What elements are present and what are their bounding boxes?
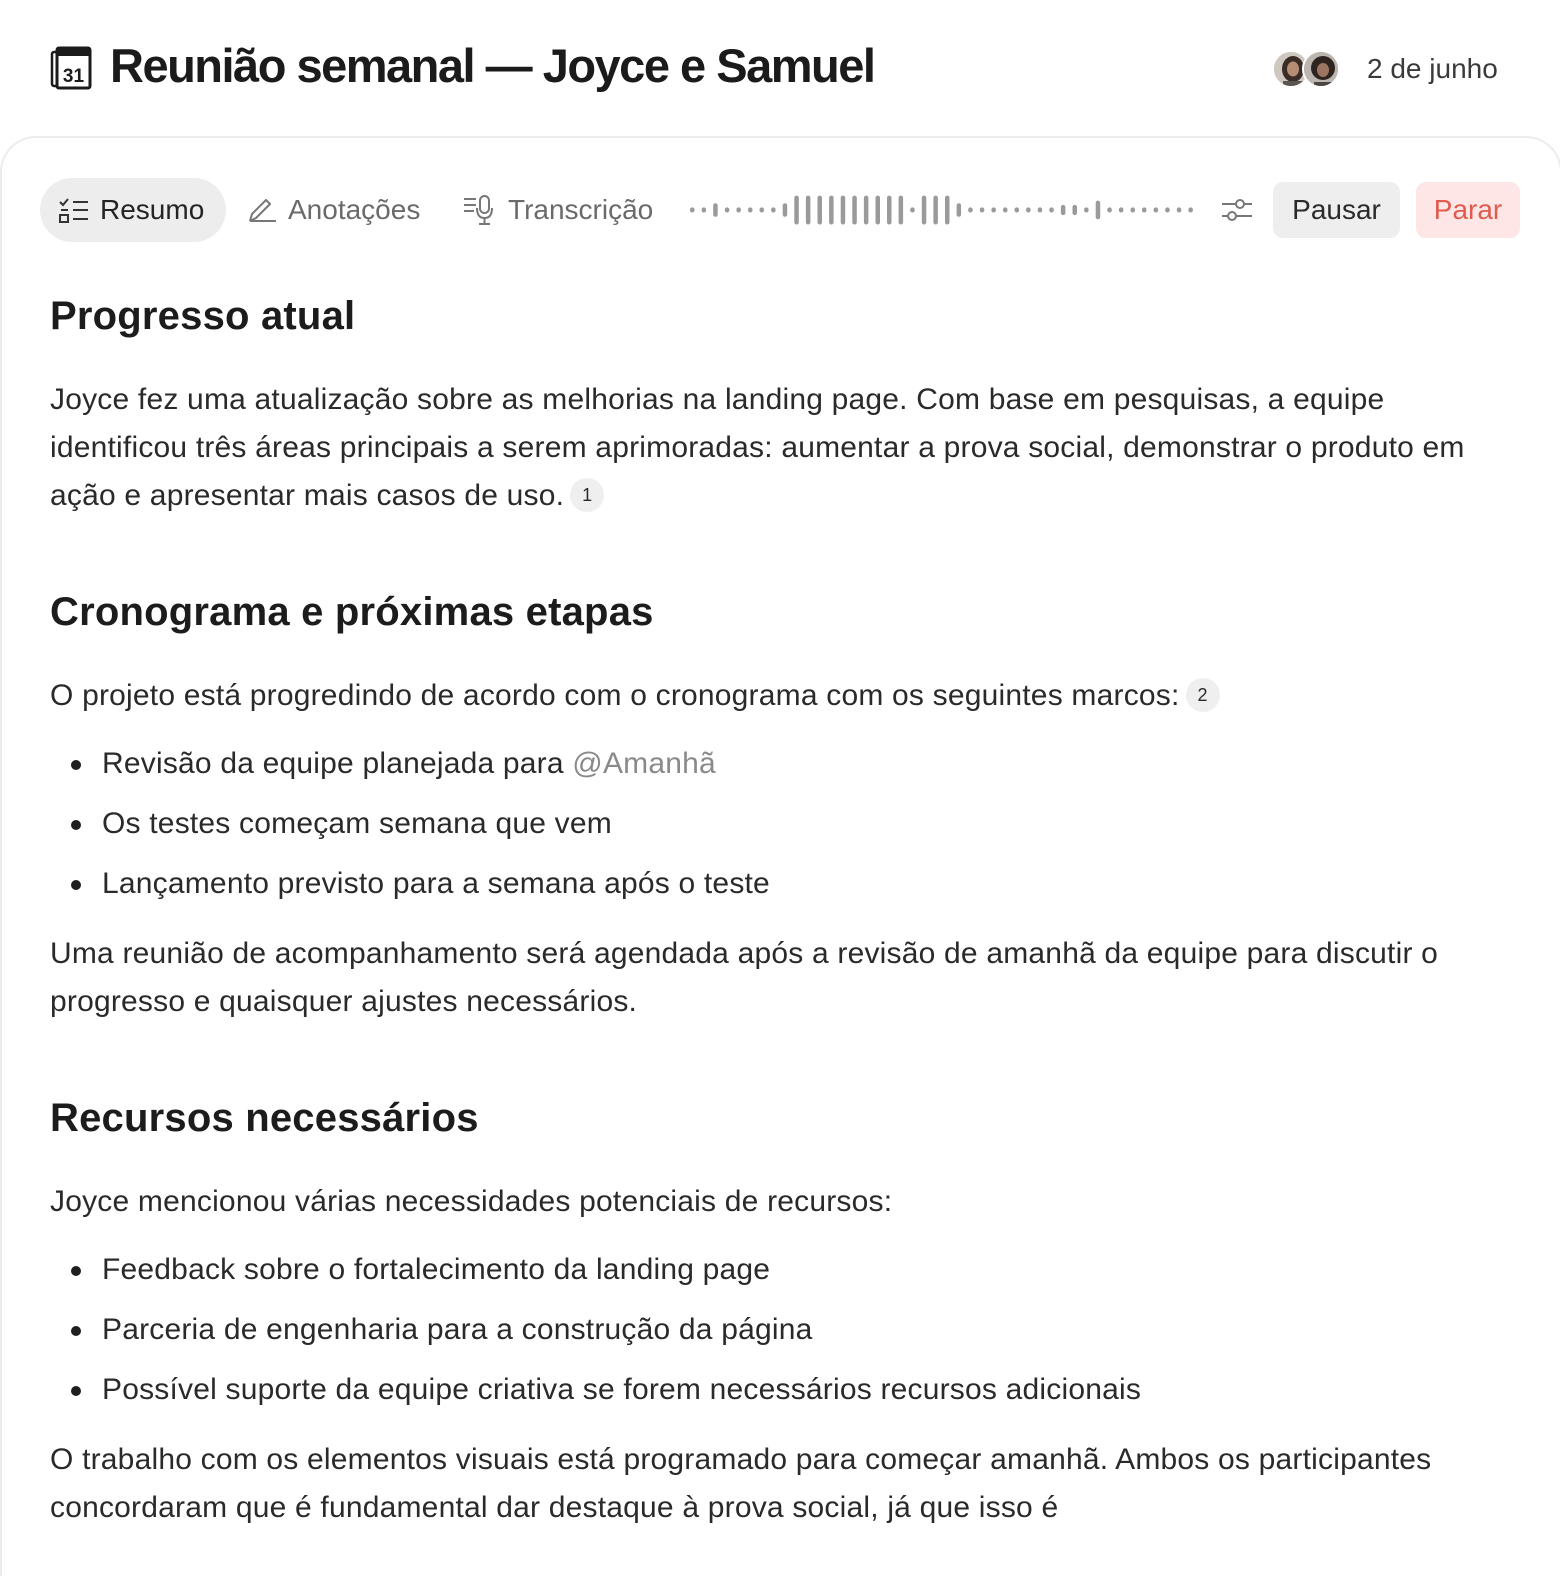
waveform-bar [980,207,985,212]
tab-label: Transcrição [508,194,654,225]
waveform-bar [1073,205,1078,215]
avatar[interactable] [1302,50,1340,88]
waveform-bar [702,207,707,212]
resources-list [50,1240,1490,1420]
waveform-bar [933,196,938,225]
audio-waveform [688,192,1198,228]
citation-badge[interactable]: 2 [1186,678,1220,712]
section-paragraph [50,672,1490,720]
participants[interactable] [1272,50,1342,88]
section-heading: Recursos necessários [50,1096,479,1140]
waveform-bar [1142,207,1147,212]
meeting-date: 2 de junho [1367,53,1498,84]
paragraph-text: Joyce fez uma atualização sobre as melhorias na landing page. Com base em pesquisas, a equipe identificou três áreas principais a serem aprimoradas: aumentar a prova social, demonstrar o produto em ação e apresentar mais casos de uso. [50,383,1465,512]
list-item: Possível suporte da equipe criativa se forem necessários recursos adicionais [50,1360,1490,1420]
waveform-bar [1107,207,1112,212]
waveform-bar [1061,205,1066,215]
tab-label: Resumo [100,194,205,225]
sliders-icon[interactable] [1220,194,1254,226]
pause-button[interactable]: Pausar [1273,182,1400,238]
transcript-mic-icon [462,194,498,226]
waveform-bar [910,207,915,212]
calendar-icon [50,46,92,90]
tab-label: Anotações [288,194,421,225]
waveform-bar [1154,207,1159,212]
section-heading: Progresso atual [50,294,356,338]
pencil-icon [246,196,278,224]
waveform-bar [991,207,996,212]
toolbar [40,178,1522,242]
waveform-bar [1096,201,1101,220]
waveform-bar [1119,207,1124,212]
waveform-bar [690,207,695,212]
date-mention[interactable]: @Amanhã [572,747,716,780]
waveform-bar [876,196,881,225]
section-paragraph: Uma reunião de acompanhamento será agendada após a revisão de amanhã da equipe para discutir o progresso e quaisquer ajustes necessários. [50,937,1439,1018]
waveform-bar [725,207,730,212]
waveform-bar [829,196,834,225]
waveform-bar [922,196,927,225]
waveform-bar [841,196,846,225]
waveform-bar [899,196,904,225]
tab-anotacoes[interactable] [246,178,420,242]
paragraph-text: O projeto está progredindo de acordo com o cronograma com os seguintes marcos: [50,679,1180,712]
waveform-bar [783,203,788,217]
list-item: Os testes começam semana que vem [50,794,1490,854]
milestones-list [50,734,1490,914]
waveform-bar [887,196,892,225]
list-item: Lançamento previsto para a semana após o teste [50,854,1490,914]
section-paragraph [50,376,1490,520]
list-item: Feedback sobre o fortalecimento da landing page [50,1240,1490,1300]
waveform-bar [736,207,741,212]
waveform-bar [945,196,950,225]
waveform-bar [957,203,962,217]
waveform-bar [1131,207,1136,212]
section-paragraph: Joyce mencionou várias necessidades potenciais de recursos: [50,1185,893,1218]
waveform-bar [864,196,869,225]
waveform-bar [1003,207,1008,212]
list-item-text: Revisão da equipe planejada para [102,747,564,780]
waveform-bar [1084,207,1089,212]
waveform-bar [713,203,718,217]
waveform-bar [1165,207,1170,212]
waveform-bar [794,196,799,225]
waveform-bar [1038,207,1043,212]
header [0,0,1560,138]
waveform-bar [1188,207,1193,212]
waveform-bar [1177,207,1182,212]
section-heading: Cronograma e próximas etapas [50,590,654,634]
citation-badge[interactable]: 1 [570,478,604,512]
summary-content [50,290,1490,1532]
waveform-bar [1049,207,1054,212]
checklist-icon [58,196,90,224]
waveform-bar [806,196,811,225]
stop-button[interactable]: Parar [1416,182,1520,238]
waveform-bar [748,207,753,212]
waveform-bar [1026,207,1031,212]
list-item: Parceria de engenharia para a construção da página [50,1300,1490,1360]
waveform-bar [760,207,765,212]
waveform-bar [771,207,776,212]
waveform-bar [818,196,823,225]
tab-resumo[interactable] [40,178,226,242]
waveform-bar [968,207,973,212]
calendar-day: 31 [62,66,85,87]
waveform-bar [852,196,857,225]
list-item [50,734,1490,794]
section-paragraph: O trabalho com os elementos visuais está programado para começar amanhã. Ambos os participantes concordaram que é fundamental dar destaque à prova social, já que isso é [50,1443,1432,1524]
page-title: Reunião semanal — Joyce e Samuel [110,39,875,92]
waveform-bar [1015,207,1020,212]
tab-transcricao[interactable] [462,178,653,242]
